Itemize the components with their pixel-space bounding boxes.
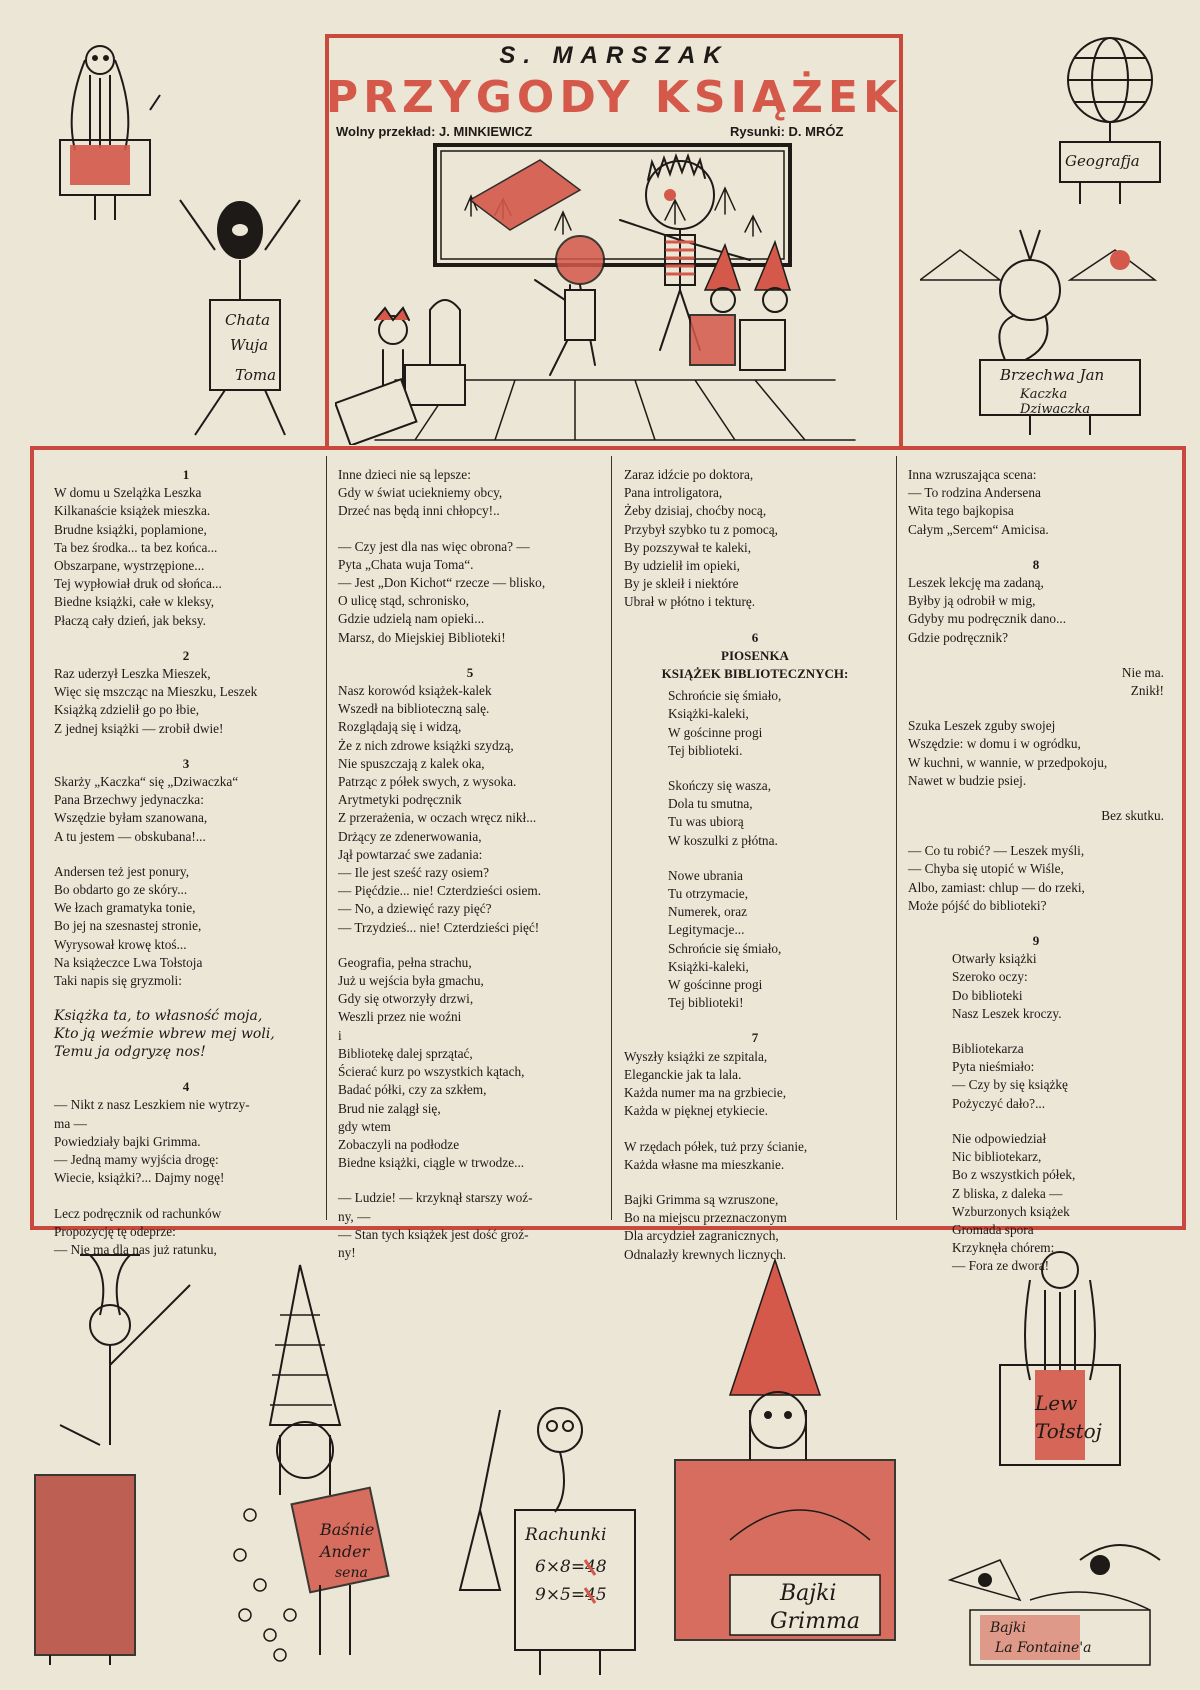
column-divider-3 [896,456,897,1220]
poem-column-3 [624,466,886,1281]
stanza: Szuka Leszek zguby swojej Wszędzie: w domu i w ogródku, W kuchni, w wannie, w przedpokoju, Nawet w budzie psiej. [908,718,1108,788]
poem-title: PRZYGODY KSIĄŻEK [325,72,903,123]
grimm-fairy-tales-figure [670,1250,930,1660]
stanza: Otwarły książki Szeroko oczy: Do biblioteki Nasz Leszek kroczy. [952,951,1062,1021]
poem-column-1 [54,466,318,1276]
arithmetic-book-figure [440,1390,650,1680]
stanza: Bajki Grimma są wzruszone, Bo na miejscu przeznaczonym Dla arcydzieł zagranicznych, Odnalazły krewnych licznych. [624,1191,787,1262]
brzechwa-label-3: Dziwaczka [1020,402,1091,417]
translation-credit: Wolny przekład: J. MINKIEWICZ [336,124,533,139]
tall-figure-red-book [20,1245,220,1675]
uncle-tom-label-2: Wuja [230,336,269,354]
stanza-number: 5 [466,664,474,680]
uncle-tom-book-figure [175,190,325,450]
andersen-label-1: Baśnie [320,1520,375,1539]
duck-brzechwa-figure [920,220,1170,440]
stanza: Bez skutku. [1101,808,1164,824]
stanza-number: 8 [1032,556,1040,572]
uncle-tom-label-1: Chata [225,311,271,329]
grimm-label-1: Bajki [780,1581,837,1606]
arithmetic-label-line1: 6×8=48 [535,1557,607,1577]
stanza: Schrońcie się śmiało, Książki-kaleki, W gościnne progi Tej biblioteki. [668,688,782,758]
tolstoy-label-1: Lew [1035,1391,1078,1415]
stanza: — Nikt z nasz Leszkiem nie wytrzy- ma — Powiedziały bajki Grimma. — Jedną mamy wyjścia drogę: Wiecie, książki?... Dajmy nogę! [54,1097,250,1186]
column-divider-2 [611,456,612,1220]
tolstoy-book-figure-bottom [960,1240,1160,1480]
stanza: Lecz podręcznik od rachunków Propozycję tę odeprze: — Nie ma dla nas już ratunku, [54,1205,222,1257]
stanza-number: 1 [182,467,190,482]
stanza: Nie odpowiedział Nic bibliotekarz, Bo z wszystkich półek, Z bliska, z daleka — Wzburzonych książek Gromada spora Krzyknęła chórem: — Fora ze dwora! [952,1130,1076,1274]
tolstoy-label-2: Tołstoj [1035,1419,1102,1443]
author-name: S. MARSZAK [499,42,729,69]
stanza-number: 6 [751,629,759,645]
stanza: Inna wzruszająca scena: — To rodzina Andersena Wita tego bajkopisa Całym „Sercem“ Amicisa. [908,467,1049,537]
stanza: W rzędach półek, tuż przy ścianie, Każda własne ma mieszkanie. [624,1138,808,1172]
stanza-number: 4 [182,1079,190,1095]
stanza: Geografia, pełna strachu, Już u wejścia była gmachu, Gdy się otworzyły drzwi, Weszli przez nie woźni i Bibliotekę dalej sprzątać, Ścierać kurz po wszystkich kątach, Badać półki, czy za szkłem, Brud nie zalągł się, gdy wtem Zobaczyli na podłodze Biedne książki, ciągle w trwodze... [338,954,525,1171]
andersen-label-2: Ander [320,1542,370,1561]
column-divider-1 [326,456,327,1220]
handwritten-inscription: Książka ta, to własność moja, Kto ją weźmie wbrew mej woli, Temu ja odgryzę nos! [54,1008,275,1061]
stanza-number: 9 [1032,933,1040,949]
stanza: — Co tu robić? — Leszek myśli, — Chyba się utopić w Wiśle, Albo, zamiast: chlup — do rzeki, Może pójść do biblioteki? [908,843,1085,913]
stanza: Raz uderzył Leszka Mieszek, Więc się mszcząc na Mieszku, Leszek Książką zdzielił go po łbie, Z jednej książki — zrobił dwie! [54,666,258,736]
stanza: Nowe ubrania Tu otrzymacie, Numerek, oraz Legitymacje... Schrońcie się śmiało, Książki-kaleki, W gościnne progi Tej biblioteki! [668,867,782,1011]
brzechwa-label-2: Kaczka [1020,387,1068,402]
stanza: — Ludzie! — krzyknął starszy woź- ny, — — Stan tych książek jest dość groź- ny! [338,1190,533,1260]
stanza: Inne dzieci nie są lepsze: Gdy w świat uciekniemy obcy, Drzeć nas będą inni chłopcy!.. [338,467,503,519]
song-heading: PIOSENKA KSIĄŻEK BIBLIOTECZNYCH: [661,647,849,682]
illustration-credit: Rysunki: D. MRÓZ [730,124,844,139]
stanza: Zaraz idźcie po doktora, Pana introligatora, Żeby dzisiaj, choćby nocą, Przybył szybko tu z pomocą, By pozszywał te kaleki, By udzielił im opieki, By je skleił i niektóre Ubrał w płótno i tekturę. [624,467,778,610]
stanza: Nasz korowód książek-kalek Wszedł na biblioteczną salę. Rozglądają się i widzą, Że z nich zdrowe książki szydzą, Nie spuszczają z kalek oka, Patrząc z półek swych, z wysoka. Arytmetyki podręcznik Z przerażenia, w oczach wręcz nikł... Drżący ze zdenerwowania, Jął powtarzać swe zadania: — Ile jest sześć razy osiem? — Pięćdzie... nie! Czterdzieści osiem. — No, a dziewięć razy pięć? — Trzydzieś... nie! Czterdzieści pięć! [338,683,542,935]
poem-column-2 [338,466,602,1279]
stanza: Andersen też jest ponury, Bo obdarto go ze skóry... We łzach gramatyka tonie, Bo jej na szesnastej stronie, Wyrysował krowę ktoś... Na książeczce Lwa Tołstoja Taki napis się gryzmoli: [54,863,203,989]
stanza-number: 2 [182,647,190,663]
stanza: W domu u Szelążka Leszka Kilkanaście książek mieszka. Brudne książki, poplamione, Ta bez środka... ta bez końca... Obszarpane, wystrzępione... Tej wypłowiał druk od słońca... Biedne książki, całe w kleksy, Płaczą cały dzień, jak beksy. [54,485,222,628]
stanza: — Czy jest dla nas więc obrona? — Pyta „Chata wuja Toma“. — Jest „Don Kichot“ rzecze — blisko, O ulicę stąd, schronisko, Gdzie udzielą nam opieki... Marsz, do Miejskiej Biblioteki! [338,538,546,645]
stanza: Wyszły książki ze szpitala, Eleganckie jak ta lala. Każda numer ma na grzbiecie, Każda w pięknej etykiecie. [624,1048,787,1119]
stanza: Skończy się wasza, Dola tu smutna, Tu was ubiorą W koszulki z płótna. [668,778,778,848]
la-fontaine-label-1: Bajki [990,1620,1026,1636]
poem-column-4 [908,466,1164,1293]
tolstoy-book-figure-top-left [40,30,170,230]
grimm-label-2: Grimma [770,1609,860,1634]
geography-label: Geografja [1065,152,1140,170]
andersen-fairy-tales-figure [220,1255,430,1675]
brzechwa-label-1: Brzechwa Jan [1000,366,1105,384]
stanza-number: 3 [182,755,190,771]
uncle-tom-label-3: Toma [235,366,277,384]
arithmetic-label-line2: 9×5=45 [535,1585,607,1605]
arithmetic-label-title: Rachunki [525,1525,607,1545]
andersen-label-3: sena [335,1565,368,1581]
stanza: Skarży „Kaczka“ się „Dziwaczka“ Pana Brzechwy jedynaczka: Wszędzie byłam szanowana, A tu jestem — obskubana!... [54,774,239,844]
stanza: Bibliotekarza Pyta nieśmiało: — Czy by się książkę Pożyczyć dało?... [952,1041,1068,1111]
la-fontaine-label-2: La Fontaine'a [995,1640,1092,1656]
stanza: Leszek lekcję ma zadaną, Byłby ją odrobił w mig, Gdyby mu podręcznik dano... Gdzie podręcznik? [908,575,1067,645]
la-fontaine-birds-figure [930,1520,1180,1680]
geography-globe-figure [1040,30,1180,210]
stanza-number: 7 [751,1030,759,1046]
stanza: Nie ma. Znikł! [1121,664,1164,699]
classroom-illustration [335,140,895,445]
